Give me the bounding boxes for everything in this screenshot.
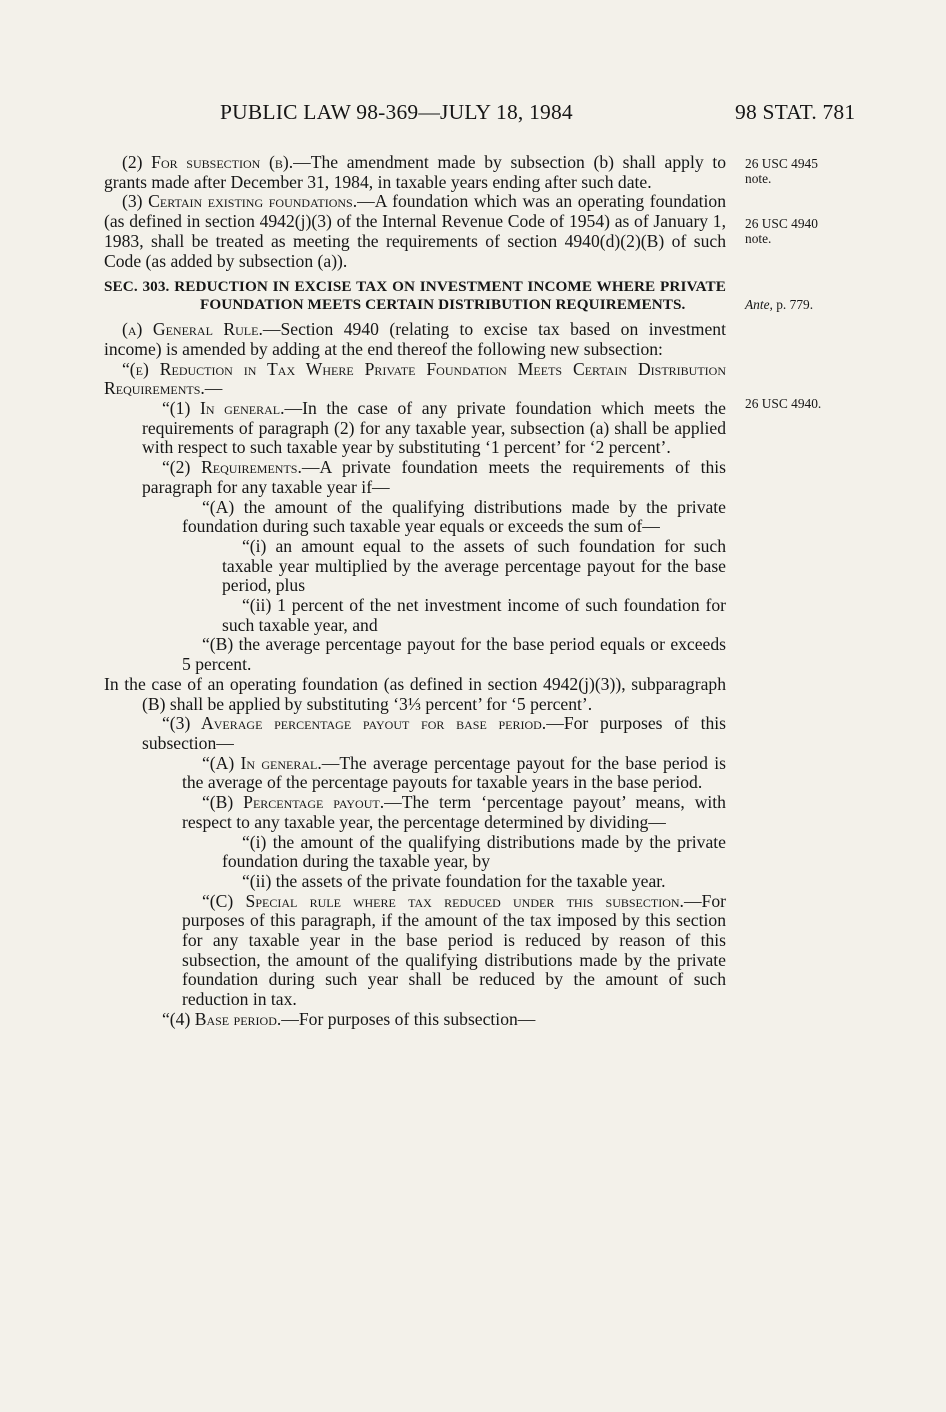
subparagraph-e2B: “(B) the average percentage payout for the base period equals or exceeds 5 percent. — [182, 634, 726, 675]
clause-e2Ai: “(i) an amount equal to the assets of such foundation for such taxable year multiplied by the average percentage payout for the base period, plus — [222, 535, 726, 596]
subparagraph-e2A: “(A) the amount of the qualifying distributions made by the private foundation during such taxable year equals or exceeds the sum of— — [182, 496, 726, 537]
margin-note-2: 26 USC 4940 note. — [745, 216, 818, 246]
margin-note-3: Ante, p. 779. — [745, 297, 814, 312]
clause-e3Bii: “(ii) the assets of the private foundation for the taxable year. — [242, 870, 666, 891]
subsection-a: (a) General Rule.—Section 4940 (relating to excise tax based on investment income) is amended by adding at the end thereof the following new subsection: — [104, 319, 726, 359]
paragraph-e1: “(1) In general.—In the case of any private foundation which meets the requirements of paragraph (2) for any taxable year, subsection (a) shall be applied with respect to such taxable year by substituting ‘1 percent’ for ‘2 percent’. — [142, 398, 726, 458]
subparagraph-e3B: “(B) Percentage payout.—The term ‘percentage payout’ means, with respect to any taxable year, the percentage determined by dividing— — [182, 792, 726, 832]
subparagraph-e3A: “(A) In general.—The average percentage payout for the base period is the average of the percentage payouts for taxable years in the base period. — [182, 752, 727, 793]
subparagraph-e3C: “(C) Special rule where tax reduced under this subsection.—For purposes of this paragraph, if the amount of the tax imposed by this section for any taxable year in the base period is reduced by reason of this subsection, the amount of the qualifying distributions made by the private foundation during such year shall be reduced by the amount of such reduction in tax. — [182, 890, 726, 1010]
running-header — [0, 100, 946, 134]
subsection-e: “(e) Reduction in Tax Where Private Foundation Meets Certain Distribution Requirements.— — [104, 358, 726, 399]
paragraph-e2-flush: In the case of an operating foundation (as defined in section 4942(j)(3)), subparagraph (B) shall be applied by substituting ‘3⅓ percent’ for ‘5 percent’. — [104, 673, 726, 714]
margin-note-1: 26 USC 4945 note. — [745, 156, 818, 186]
clause-e3Bi: “(i) the amount of the qualifying distributions made by the private foundation during the taxable year, by — [222, 831, 726, 872]
paragraph-e4: “(4) Base period.—For purposes of this subsection— — [162, 1008, 536, 1029]
document-body — [104, 153, 726, 1030]
section-heading: SEC. 303. REDUCTION IN EXCISE TAX ON INVESTMENT INCOME WHERE PRIVATE FOUNDATION MEETS CERTAIN DISTRIBUTION REQUIREMENTS. — [104, 278, 726, 313]
margin-note-4: 26 USC 4940. — [745, 396, 822, 411]
statute-page-number: 98 STAT. 781 — [735, 100, 856, 124]
clause-e2Aii: “(ii) 1 percent of the net investment income of such foundation for such taxable year, and — [222, 595, 726, 635]
paragraph-e2: “(2) Requirements.—A private foundation meets the requirements of this paragraph for any taxable year if— — [142, 457, 726, 497]
header-title: PUBLIC LAW 98-369—JULY 18, 1984 — [220, 100, 573, 124]
paragraph-e3: “(3) Average percentage payout for base period.—For purposes of this subsection— — [142, 713, 726, 753]
paragraph-2: (2) For subsection (b).—The amendment made by subsection (b) shall apply to grants made after December 31, 1984, in taxable years ending after such date. — [104, 152, 727, 192]
paragraph-3: (3) Certain existing foundations.—A foundation which was an operating foundation (as defined in section 4942(j)(3) of the Internal Revenue Code of 1954) as of January 1, 1983, shall be treated as meeting the requirements of section 4940(d)(2)(B) of such Code (as added by subsection (a)). — [104, 191, 727, 271]
